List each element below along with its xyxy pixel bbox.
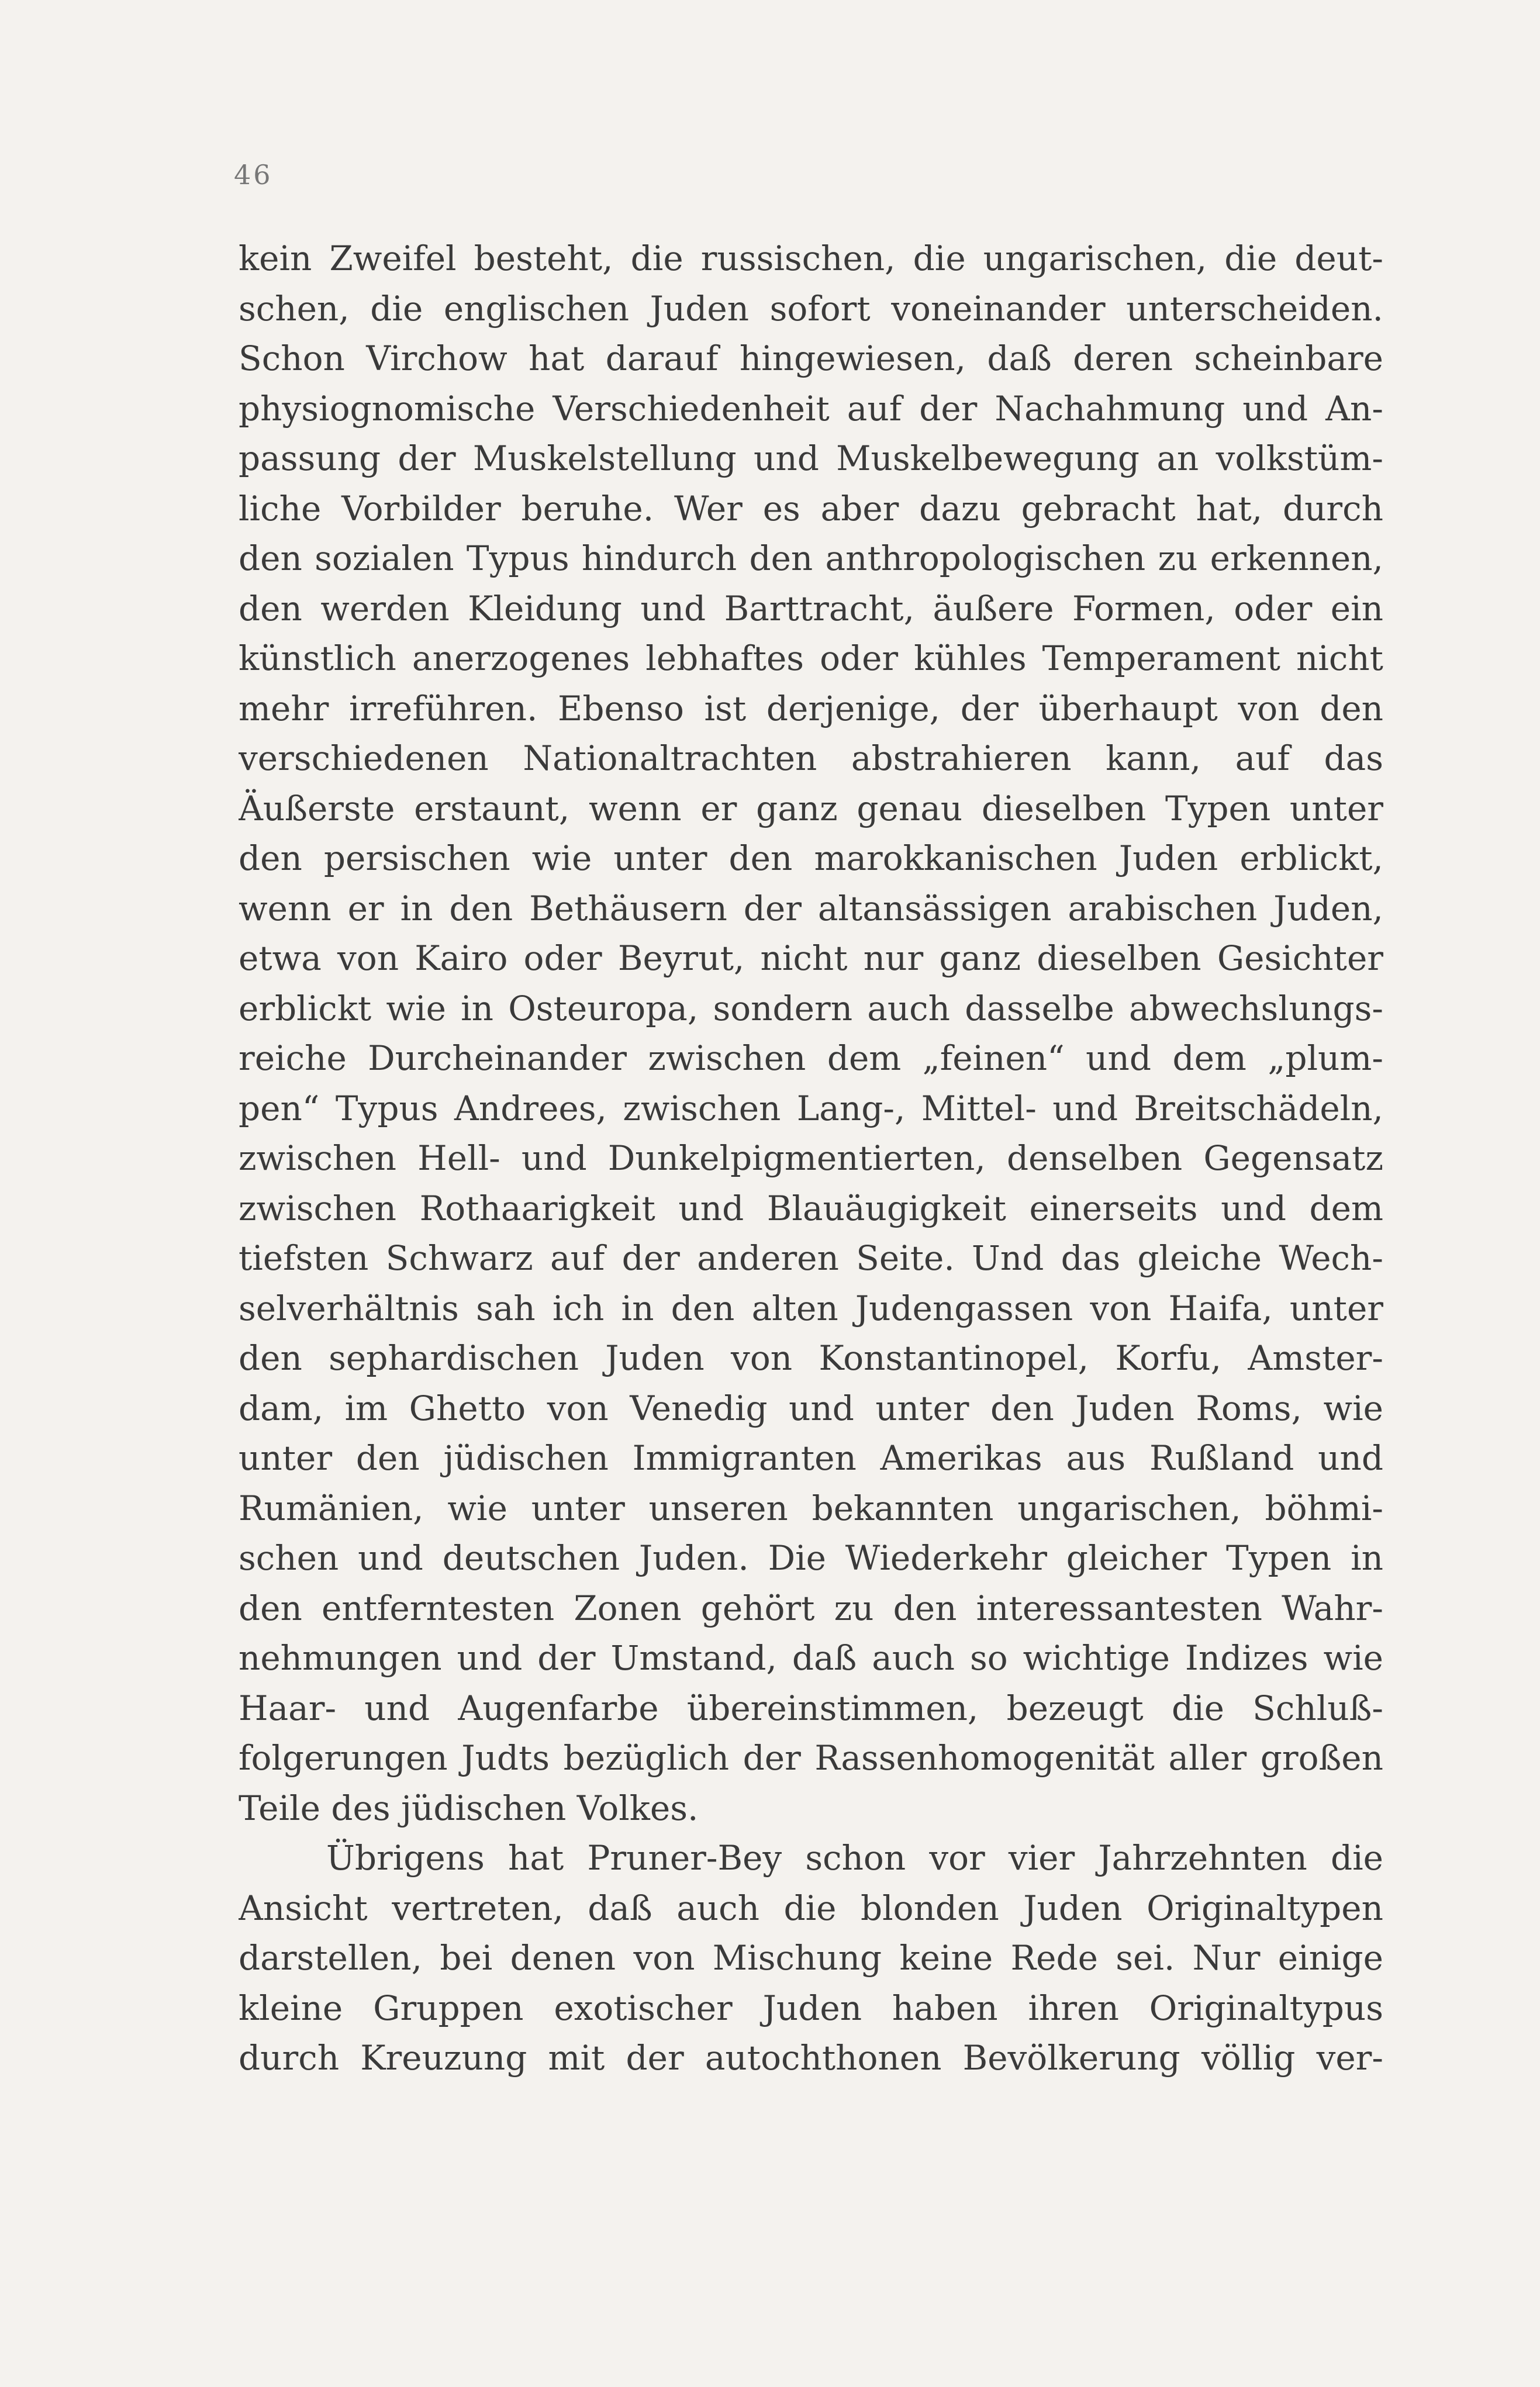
text-line: Ansicht vertreten, daß auch die blonden Juden Originaltypen	[239, 1888, 1383, 1928]
text-line: reiche Durcheinander zwischen dem „feinen“ und dem „plum-	[239, 1038, 1383, 1078]
text-line: den entferntesten Zonen gehört zu den interessantesten Wahr-	[239, 1588, 1383, 1628]
text-line: Haar- und Augenfarbe übereinstimmen, bezeugt die Schluß-	[239, 1688, 1383, 1728]
text-line: wenn er in den Bethäusern der altansässigen arabischen Juden,	[239, 888, 1383, 928]
text-line: den persischen wie unter den marokkanischen Juden erblickt,	[239, 838, 1383, 878]
text-line: nehmungen und der Umstand, daß auch so wichtige Indizes wie	[239, 1638, 1383, 1678]
text-line: verschiedenen Nationaltrachten abstrahieren kann, auf das	[239, 738, 1383, 778]
page-number: 46	[234, 159, 273, 191]
text-line: den sephardischen Juden von Konstantinopel, Korfu, Amster-	[239, 1338, 1383, 1378]
text-line: Äußerste erstaunt, wenn er ganz genau dieselben Typen unter	[239, 788, 1383, 828]
text-line: mehr irreführen. Ebenso ist derjenige, der überhaupt von den	[239, 688, 1383, 728]
text-line: etwa von Kairo oder Beyrut, nicht nur ganz dieselben Gesichter	[239, 938, 1383, 978]
text-line: physiognomische Verschiedenheit auf der Nachahmung und An-	[239, 388, 1383, 429]
text-line: unter den jüdischen Immigranten Amerikas aus Rußland und	[239, 1438, 1383, 1478]
text-line: folgerungen Judts bezüglich der Rassenhomogenität aller großen	[239, 1738, 1383, 1778]
text-line: pen“ Typus Andrees, zwischen Lang-, Mittel- und Breitschädeln,	[239, 1088, 1383, 1128]
text-line: passung der Muskelstellung und Muskelbewegung an volkstüm-	[239, 438, 1383, 478]
text-line: darstellen, bei denen von Mischung keine Rede sei. Nur einige	[239, 1938, 1383, 1978]
text-line: Teile des jüdischen Volkes.	[239, 1788, 699, 1828]
text-line: kein Zweifel besteht, die russischen, die ungarischen, die deut-	[239, 239, 1383, 278]
text-line: liche Vorbilder beruhe. Wer es aber dazu gebracht hat, durch	[239, 488, 1383, 528]
text-line: schen, die englischen Juden sofort voneinander unterscheiden.	[239, 288, 1383, 329]
text-line: selverhältnis sah ich in den alten Judengassen von Haifa, unter	[239, 1288, 1383, 1328]
text-line: kleine Gruppen exotischer Juden haben ihren Originaltypus	[239, 1988, 1383, 2028]
text-line: schen und deutschen Juden. Die Wiederkehr gleicher Typen in	[239, 1538, 1383, 1578]
text-line: Rumänien, wie unter unseren bekannten ungarischen, böhmi-	[239, 1488, 1383, 1528]
text-line: künstlich anerzogenes lebhaftes oder kühles Temperament nicht	[239, 638, 1383, 678]
paragraph-first-line: Übrigens hat Pruner-Bey schon vor vier Jahrzehnten die	[326, 1838, 1383, 1878]
text-line: den werden Kleidung und Barttracht, äußere Formen, oder ein	[239, 588, 1383, 628]
body-text	[239, 234, 1383, 2084]
text-line: zwischen Rothaarigkeit und Blauäugigkeit einerseits und dem	[239, 1188, 1383, 1228]
text-line: erblickt wie in Osteuropa, sondern auch dasselbe abwechslungs-	[239, 988, 1383, 1028]
text-line: Schon Virchow hat darauf hingewiesen, daß deren scheinbare	[239, 338, 1383, 378]
text-line: den sozialen Typus hindurch den anthropologischen zu erkennen,	[239, 538, 1383, 578]
text-line: dam, im Ghetto von Venedig und unter den Juden Roms, wie	[239, 1388, 1383, 1428]
text-line: tiefsten Schwarz auf der anderen Seite. Und das gleiche Wech-	[239, 1238, 1383, 1278]
text-line: zwischen Hell- und Dunkelpigmentierten, denselben Gegensatz	[239, 1138, 1383, 1178]
text-line: durch Kreuzung mit der autochthonen Bevölkerung völlig ver-	[239, 2038, 1383, 2078]
